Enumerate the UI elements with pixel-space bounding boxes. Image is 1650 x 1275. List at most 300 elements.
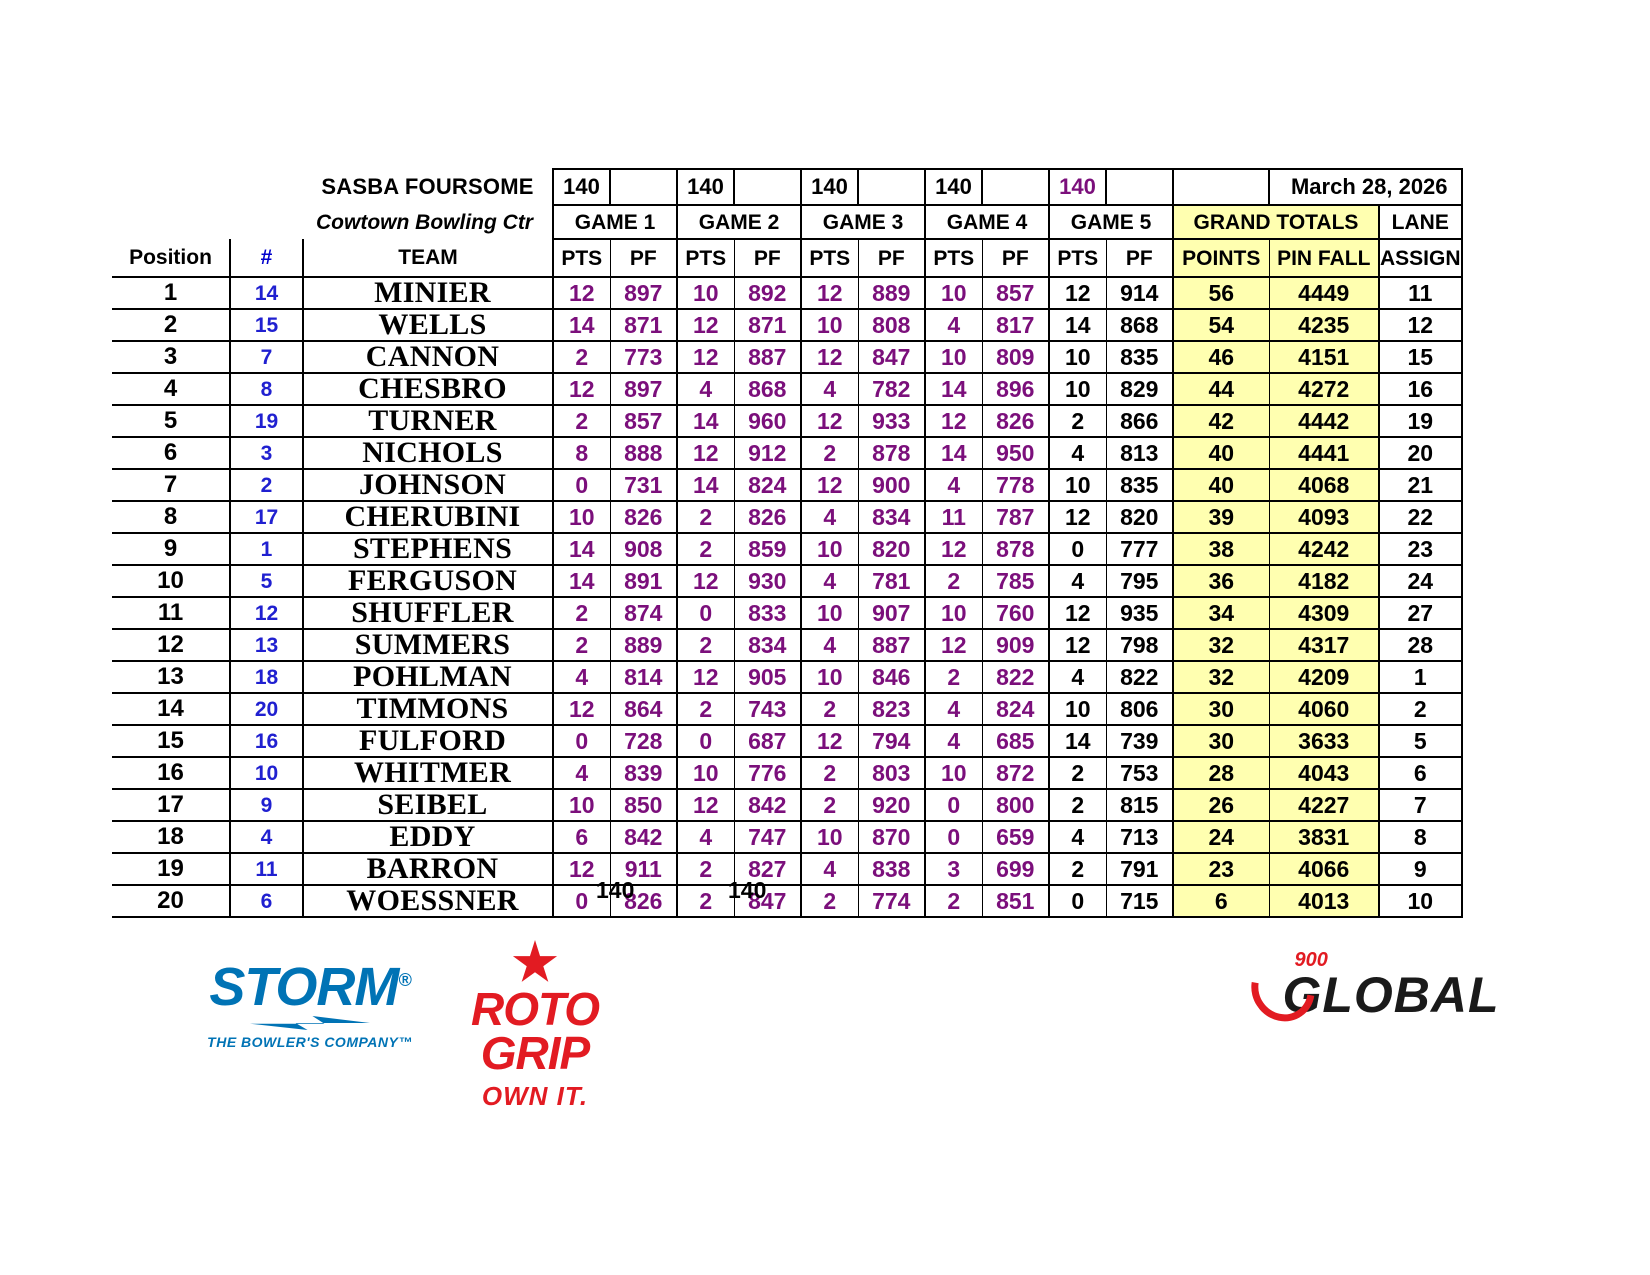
cell-game-3-pf: 803 — [858, 757, 925, 789]
cell-game-3-pts: 10 — [801, 597, 858, 629]
cell-lane-assign: 15 — [1379, 341, 1462, 373]
cell-game-2-pts: 12 — [677, 661, 734, 693]
cell-game-5-pf: 715 — [1106, 885, 1173, 917]
cell-game-1-pf: 888 — [610, 437, 677, 469]
cell-grand-pinfall: 4449 — [1269, 277, 1379, 309]
cell-game-5-pf: 822 — [1106, 661, 1173, 693]
sponsor-logos — [0, 940, 1650, 1120]
cell-game-4-pts: 12 — [925, 533, 982, 565]
cell-game-1-pts: 2 — [553, 341, 610, 373]
game-label-4: GAME 4 — [925, 205, 1049, 239]
cell-position: 14 — [112, 693, 230, 725]
cell-game-1-pf: 826 — [610, 501, 677, 533]
cell-game-5-pf: 739 — [1106, 725, 1173, 757]
cell-team-name: WELLS — [303, 309, 553, 341]
handicap-spacer-2 — [734, 169, 801, 205]
900-number: 900 — [1294, 949, 1328, 971]
cell-game-3-pf: 774 — [858, 885, 925, 917]
cell-team-name: CANNON — [303, 341, 553, 373]
cell-team-number: 15 — [230, 309, 303, 341]
cell-game-1-pf: 908 — [610, 533, 677, 565]
cell-game-4-pts: 4 — [925, 693, 982, 725]
cell-grand-pinfall: 4317 — [1269, 629, 1379, 661]
storm-word-text: STORM — [209, 957, 399, 1017]
cell-grand-pinfall: 4066 — [1269, 853, 1379, 885]
cell-position: 1 — [112, 277, 230, 309]
cell-game-1-pf: 864 — [610, 693, 677, 725]
cell-game-1-pf: 850 — [610, 789, 677, 821]
cell-game-5-pts: 14 — [1049, 725, 1106, 757]
cell-lane-assign: 20 — [1379, 437, 1462, 469]
cell-game-1-pts: 12 — [553, 373, 610, 405]
spacer-cell — [230, 169, 303, 205]
cell-lane-assign: 11 — [1379, 277, 1462, 309]
table-row — [112, 405, 1462, 437]
cell-team-name: EDDY — [303, 821, 553, 853]
cell-game-3-pts: 10 — [801, 821, 858, 853]
cell-game-4-pts: 2 — [925, 565, 982, 597]
cell-game-5-pf: 795 — [1106, 565, 1173, 597]
cell-lane-assign: 6 — [1379, 757, 1462, 789]
column-header-pts-2: PTS — [677, 239, 734, 277]
cell-game-5-pts: 0 — [1049, 533, 1106, 565]
cell-game-4-pts: 2 — [925, 885, 982, 917]
cell-game-4-pts: 12 — [925, 405, 982, 437]
cell-game-4-pts: 10 — [925, 757, 982, 789]
roto-word-line2: GRIP — [480, 1026, 590, 1079]
cell-team-name: TIMMONS — [303, 693, 553, 725]
cell-game-3-pts: 4 — [801, 629, 858, 661]
cell-lane-assign: 9 — [1379, 853, 1462, 885]
cell-game-2-pf: 833 — [734, 597, 801, 629]
cell-game-5-pts: 12 — [1049, 501, 1106, 533]
cell-grand-points: 6 — [1173, 885, 1269, 917]
cell-game-3-pf: 870 — [858, 821, 925, 853]
cell-game-2-pf: 868 — [734, 373, 801, 405]
cell-game-1-pf: 889 — [610, 629, 677, 661]
cell-game-5-pts: 10 — [1049, 373, 1106, 405]
cell-game-1-pf: 826 — [610, 885, 677, 917]
cell-lane-assign: 27 — [1379, 597, 1462, 629]
cell-position: 5 — [112, 405, 230, 437]
cell-game-3-pf: 846 — [858, 661, 925, 693]
cell-game-4-pts: 4 — [925, 469, 982, 501]
cell-game-2-pf: 842 — [734, 789, 801, 821]
cell-grand-pinfall: 4151 — [1269, 341, 1379, 373]
900-global-logo — [1230, 949, 1530, 1023]
cell-position: 11 — [112, 597, 230, 629]
cell-position: 15 — [112, 725, 230, 757]
cell-game-4-pf: 824 — [982, 693, 1049, 725]
cell-game-1-pts: 14 — [553, 565, 610, 597]
cell-game-4-pf: 878 — [982, 533, 1049, 565]
cell-team-name: NICHOLS — [303, 437, 553, 469]
column-header-pf-1: PF — [610, 239, 677, 277]
cell-game-3-pts: 4 — [801, 853, 858, 885]
cell-game-3-pts: 10 — [801, 309, 858, 341]
cell-game-5-pf: 713 — [1106, 821, 1173, 853]
cell-game-1-pts: 6 — [553, 821, 610, 853]
cell-position: 10 — [112, 565, 230, 597]
cell-game-4-pts: 12 — [925, 629, 982, 661]
cell-game-5-pts: 14 — [1049, 309, 1106, 341]
cell-position: 3 — [112, 341, 230, 373]
cell-game-5-pts: 2 — [1049, 757, 1106, 789]
cell-game-1-pts: 10 — [553, 789, 610, 821]
cell-game-5-pts: 10 — [1049, 469, 1106, 501]
cell-game-5-pts: 4 — [1049, 565, 1106, 597]
cell-game-5-pf: 829 — [1106, 373, 1173, 405]
cell-lane-assign: 23 — [1379, 533, 1462, 565]
cell-game-2-pts: 14 — [677, 469, 734, 501]
cell-game-1-pf: 814 — [610, 661, 677, 693]
cell-team-number: 2 — [230, 469, 303, 501]
column-header-pf-4: PF — [982, 239, 1049, 277]
cell-game-5-pf: 914 — [1106, 277, 1173, 309]
cell-team-number: 19 — [230, 405, 303, 437]
cell-grand-points: 56 — [1173, 277, 1269, 309]
lane-label: LANE — [1379, 205, 1462, 239]
cell-game-1-pf: 911 — [610, 853, 677, 885]
cell-position: 17 — [112, 789, 230, 821]
cell-game-4-pf: 950 — [982, 437, 1049, 469]
cell-game-5-pts: 2 — [1049, 853, 1106, 885]
cell-game-4-pf: 826 — [982, 405, 1049, 437]
900-global-wordmark — [1260, 949, 1500, 1023]
cell-game-2-pf: 747 — [734, 821, 801, 853]
cell-game-2-pf: 912 — [734, 437, 801, 469]
cell-game-3-pts: 4 — [801, 373, 858, 405]
table-row — [112, 853, 1462, 885]
cell-lane-assign: 10 — [1379, 885, 1462, 917]
cell-game-1-pf: 842 — [610, 821, 677, 853]
cell-grand-pinfall: 4235 — [1269, 309, 1379, 341]
cell-game-2-pf: 834 — [734, 629, 801, 661]
cell-lane-assign: 21 — [1379, 469, 1462, 501]
storm-logo — [160, 957, 460, 1050]
cell-game-4-pf: 785 — [982, 565, 1049, 597]
cell-grand-points: 30 — [1173, 725, 1269, 757]
cell-grand-points: 42 — [1173, 405, 1269, 437]
cell-game-5-pts: 4 — [1049, 661, 1106, 693]
table-row — [112, 373, 1462, 405]
cell-game-3-pf: 781 — [858, 565, 925, 597]
cell-grand-points: 44 — [1173, 373, 1269, 405]
cell-grand-pinfall: 4060 — [1269, 693, 1379, 725]
cell-game-2-pts: 12 — [677, 565, 734, 597]
cell-grand-points: 46 — [1173, 341, 1269, 373]
cell-team-name: SHUFFLER — [303, 597, 553, 629]
cell-grand-pinfall: 3633 — [1269, 725, 1379, 757]
cell-game-4-pf: 760 — [982, 597, 1049, 629]
cell-game-2-pts: 0 — [677, 597, 734, 629]
cell-team-number: 8 — [230, 373, 303, 405]
table-row — [112, 885, 1462, 917]
column-header-pinfall: PIN FALL — [1269, 239, 1379, 277]
grand-totals-label: GRAND TOTALS — [1173, 205, 1379, 239]
cell-game-2-pf: 687 — [734, 725, 801, 757]
cell-game-3-pf: 834 — [858, 501, 925, 533]
cell-game-4-pts: 4 — [925, 309, 982, 341]
cell-position: 18 — [112, 821, 230, 853]
cell-game-4-pf: 809 — [982, 341, 1049, 373]
cell-game-2-pts: 10 — [677, 757, 734, 789]
cell-game-2-pf: 859 — [734, 533, 801, 565]
cell-game-3-pf: 838 — [858, 853, 925, 885]
cell-game-4-pf: 685 — [982, 725, 1049, 757]
cell-game-2-pf: 824 — [734, 469, 801, 501]
cell-game-1-pf: 728 — [610, 725, 677, 757]
cell-grand-points: 30 — [1173, 693, 1269, 725]
cell-game-3-pf: 847 — [858, 341, 925, 373]
cell-game-4-pts: 3 — [925, 853, 982, 885]
table-row — [112, 437, 1462, 469]
cell-team-number: 20 — [230, 693, 303, 725]
cell-game-3-pts: 12 — [801, 277, 858, 309]
cell-game-1-pts: 10 — [553, 501, 610, 533]
table-row — [112, 693, 1462, 725]
spacer-cell — [112, 205, 230, 239]
cell-grand-points: 38 — [1173, 533, 1269, 565]
cell-team-number: 9 — [230, 789, 303, 821]
column-header-position: Position — [129, 246, 212, 269]
cell-team-number: 18 — [230, 661, 303, 693]
cell-game-1-pts: 12 — [553, 277, 610, 309]
cell-position: 20 — [112, 885, 230, 917]
game-label-2: GAME 2 — [677, 205, 801, 239]
cell-game-2-pts: 2 — [677, 853, 734, 885]
cell-game-3-pts: 12 — [801, 725, 858, 757]
cell-position: 7 — [112, 469, 230, 501]
cell-game-5-pf: 798 — [1106, 629, 1173, 661]
cell-game-3-pf: 820 — [858, 533, 925, 565]
cell-team-name: CHESBRO — [303, 373, 553, 405]
cell-game-5-pts: 0 — [1049, 885, 1106, 917]
cell-game-4-pf: 800 — [982, 789, 1049, 821]
table-row — [112, 565, 1462, 597]
cell-grand-pinfall: 4093 — [1269, 501, 1379, 533]
cell-game-1-pts: 0 — [553, 725, 610, 757]
cell-game-5-pf: 815 — [1106, 789, 1173, 821]
cell-game-5-pts: 10 — [1049, 693, 1106, 725]
column-header-pf-2: PF — [734, 239, 801, 277]
cell-game-2-pts: 2 — [677, 629, 734, 661]
cell-grand-pinfall: 4272 — [1269, 373, 1379, 405]
header-row-handicap — [112, 169, 1462, 205]
cell-game-5-pts: 2 — [1049, 405, 1106, 437]
cell-grand-points: 39 — [1173, 501, 1269, 533]
cell-position: 6 — [112, 437, 230, 469]
cell-game-4-pts: 10 — [925, 277, 982, 309]
cell-game-5-pf: 820 — [1106, 501, 1173, 533]
handicap-game-3: 140 — [801, 169, 858, 205]
footer-handicap-marker-2: 140 — [728, 877, 767, 903]
cell-lane-assign: 8 — [1379, 821, 1462, 853]
cell-game-5-pf: 835 — [1106, 341, 1173, 373]
cell-game-3-pf: 782 — [858, 373, 925, 405]
cell-game-4-pts: 14 — [925, 373, 982, 405]
cell-team-name: CHERUBINI — [303, 501, 553, 533]
cell-grand-points: 32 — [1173, 661, 1269, 693]
cell-game-1-pts: 4 — [553, 757, 610, 789]
cell-game-2-pts: 12 — [677, 437, 734, 469]
cell-team-number: 16 — [230, 725, 303, 757]
star-icon — [512, 940, 558, 986]
cell-team-number: 1 — [230, 533, 303, 565]
game-label-1: GAME 1 — [553, 205, 677, 239]
totals-header-spacer — [1173, 169, 1269, 205]
cell-game-2-pf: 847 — [734, 885, 801, 917]
cell-game-3-pts: 12 — [801, 405, 858, 437]
roto-tagline: OWN IT. — [481, 1081, 589, 1112]
cell-team-number: 3 — [230, 437, 303, 469]
cell-team-number: 6 — [230, 885, 303, 917]
cell-game-4-pf: 778 — [982, 469, 1049, 501]
cell-team-name: STEPHENS — [303, 533, 553, 565]
cell-game-4-pts: 10 — [925, 597, 982, 629]
cell-grand-pinfall: 4227 — [1269, 789, 1379, 821]
cell-grand-points: 26 — [1173, 789, 1269, 821]
cell-game-3-pts: 4 — [801, 565, 858, 597]
cell-lane-assign: 5 — [1379, 725, 1462, 757]
cell-game-1-pf: 731 — [610, 469, 677, 501]
cell-game-5-pf: 777 — [1106, 533, 1173, 565]
cell-game-2-pts: 2 — [677, 533, 734, 565]
cell-game-1-pts: 14 — [553, 309, 610, 341]
cell-game-1-pf: 897 — [610, 277, 677, 309]
cell-game-3-pts: 12 — [801, 469, 858, 501]
cell-team-name: MINIER — [303, 277, 553, 309]
cell-game-2-pts: 10 — [677, 277, 734, 309]
cell-position: 4 — [112, 373, 230, 405]
cell-game-4-pf: 896 — [982, 373, 1049, 405]
cell-game-3-pf: 887 — [858, 629, 925, 661]
cell-team-number: 11 — [230, 853, 303, 885]
cell-game-4-pf: 857 — [982, 277, 1049, 309]
cell-grand-pinfall: 4043 — [1269, 757, 1379, 789]
cell-team-number: 7 — [230, 341, 303, 373]
cell-game-2-pts: 0 — [677, 725, 734, 757]
event-date: March 28, 2026 — [1269, 169, 1462, 205]
header-row-games — [112, 205, 1462, 239]
cell-grand-pinfall: 4442 — [1269, 405, 1379, 437]
cell-game-5-pts: 4 — [1049, 821, 1106, 853]
cell-lane-assign: 1 — [1379, 661, 1462, 693]
cell-game-3-pts: 2 — [801, 885, 858, 917]
cell-game-5-pts: 10 — [1049, 341, 1106, 373]
cell-lane-assign: 12 — [1379, 309, 1462, 341]
handicap-game-4: 140 — [925, 169, 982, 205]
cell-game-3-pts: 2 — [801, 437, 858, 469]
cell-team-name: BARRON — [303, 853, 553, 885]
cell-team-name: WOESSNER — [303, 885, 553, 917]
table-row — [112, 757, 1462, 789]
cell-game-3-pf: 808 — [858, 309, 925, 341]
cell-game-1-pts: 2 — [553, 597, 610, 629]
column-header-number: # — [230, 239, 303, 277]
cell-game-1-pts: 8 — [553, 437, 610, 469]
cell-team-name: SUMMERS — [303, 629, 553, 661]
cell-game-1-pts: 14 — [553, 533, 610, 565]
cell-game-2-pts: 2 — [677, 885, 734, 917]
handicap-spacer-5 — [1106, 169, 1173, 205]
cell-game-3-pf: 823 — [858, 693, 925, 725]
game-label-3: GAME 3 — [801, 205, 925, 239]
cell-game-3-pts: 12 — [801, 341, 858, 373]
cell-game-5-pf: 866 — [1106, 405, 1173, 437]
storm-wordmark — [160, 957, 460, 1017]
cell-game-3-pf: 878 — [858, 437, 925, 469]
cell-grand-pinfall: 4309 — [1269, 597, 1379, 629]
cell-lane-assign: 19 — [1379, 405, 1462, 437]
column-header-pts-4: PTS — [925, 239, 982, 277]
game-label-5: GAME 5 — [1049, 205, 1173, 239]
cell-grand-pinfall: 4441 — [1269, 437, 1379, 469]
cell-game-2-pf: 871 — [734, 309, 801, 341]
table-row — [112, 597, 1462, 629]
cell-game-5-pf: 813 — [1106, 437, 1173, 469]
cell-game-1-pf: 871 — [610, 309, 677, 341]
column-header-pf-5: PF — [1106, 239, 1173, 277]
cell-game-3-pts: 2 — [801, 693, 858, 725]
table-row — [112, 309, 1462, 341]
table-row — [112, 661, 1462, 693]
cell-game-4-pf: 909 — [982, 629, 1049, 661]
cell-game-5-pts: 2 — [1049, 789, 1106, 821]
cell-position: 2 — [112, 309, 230, 341]
cell-grand-points: 40 — [1173, 469, 1269, 501]
cell-grand-points: 24 — [1173, 821, 1269, 853]
cell-game-1-pf: 839 — [610, 757, 677, 789]
table-row — [112, 821, 1462, 853]
cell-lane-assign: 16 — [1379, 373, 1462, 405]
cell-game-5-pf: 791 — [1106, 853, 1173, 885]
roto-word-line1: ROTO — [470, 983, 600, 1035]
table-row — [112, 469, 1462, 501]
cell-position: 8 — [112, 501, 230, 533]
cell-game-2-pts: 12 — [677, 341, 734, 373]
cell-game-5-pts: 4 — [1049, 437, 1106, 469]
cell-game-2-pf: 930 — [734, 565, 801, 597]
storm-tagline: THE BOWLER'S COMPANY™ — [207, 1034, 413, 1050]
table-row — [112, 629, 1462, 661]
cell-grand-pinfall: 4182 — [1269, 565, 1379, 597]
table-row — [112, 533, 1462, 565]
table-row — [112, 341, 1462, 373]
cell-game-2-pts: 12 — [677, 789, 734, 821]
cell-game-3-pts: 10 — [801, 661, 858, 693]
cell-grand-pinfall: 4013 — [1269, 885, 1379, 917]
cell-grand-points: 34 — [1173, 597, 1269, 629]
cell-team-name: FERGUSON — [303, 565, 553, 597]
handicap-spacer-1 — [610, 169, 677, 205]
cell-game-2-pts: 4 — [677, 373, 734, 405]
cell-game-4-pf: 817 — [982, 309, 1049, 341]
cell-game-3-pf: 933 — [858, 405, 925, 437]
global-word: GLOBAL — [1282, 967, 1500, 1023]
cell-game-1-pf: 897 — [610, 373, 677, 405]
cell-game-5-pts: 12 — [1049, 597, 1106, 629]
cell-game-5-pf: 753 — [1106, 757, 1173, 789]
table-row — [112, 277, 1462, 309]
column-header-points: POINTS — [1173, 239, 1269, 277]
cell-game-4-pts: 4 — [925, 725, 982, 757]
cell-game-1-pf: 874 — [610, 597, 677, 629]
cell-game-1-pts: 0 — [553, 469, 610, 501]
cell-game-5-pf: 806 — [1106, 693, 1173, 725]
spacer-cell — [112, 169, 230, 205]
cell-game-4-pts: 14 — [925, 437, 982, 469]
